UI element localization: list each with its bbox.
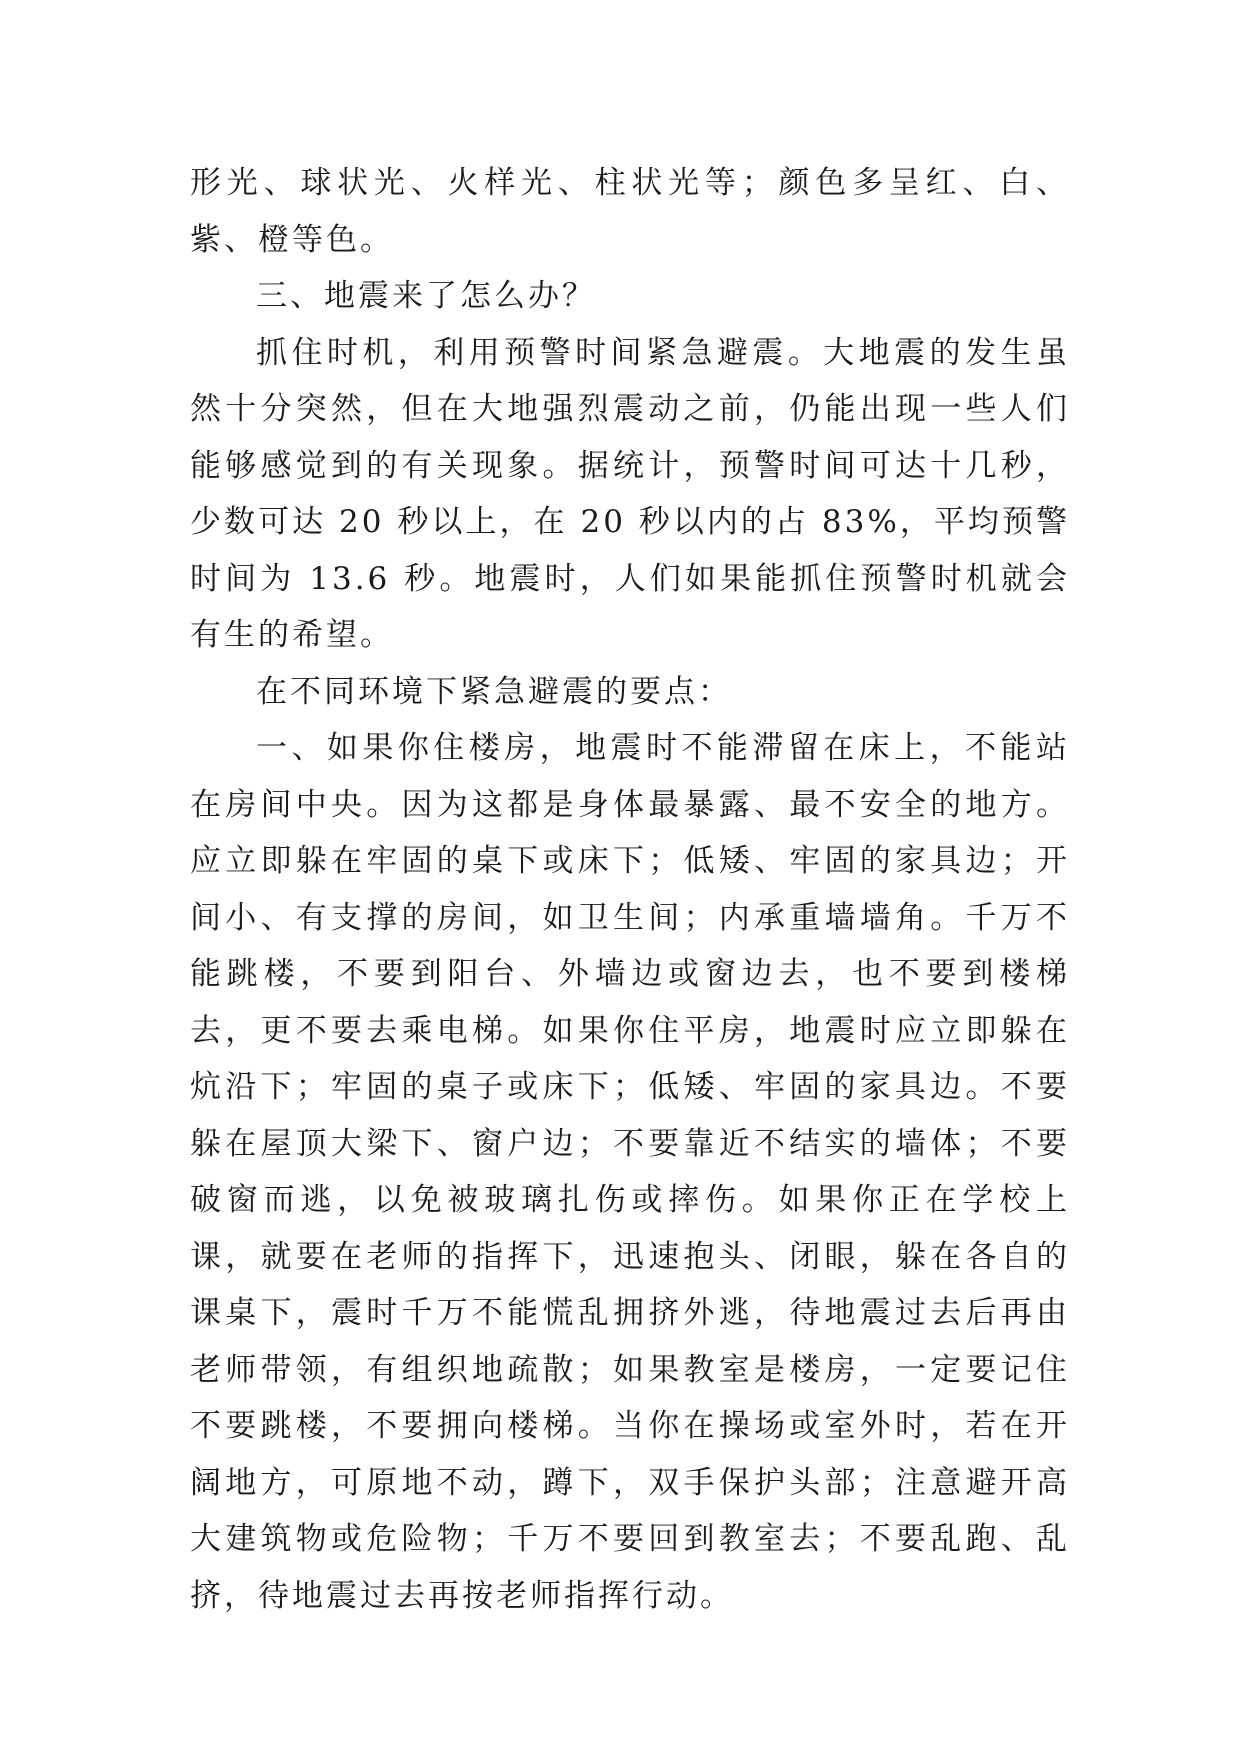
paragraph-light-colors: 形光、球状光、火样光、柱状光等；颜色多呈红、白、紫、橙等色。 bbox=[190, 165, 1070, 258]
paragraph-warning-time: 抓住时机，利用预警时间紧急避震。大地震的发生虽然十分突然，但在大地强烈震动之前，仍能出现一些人们能够感觉到的有关现象。据统计，预警时间可达十几秒，少数可达 20 秒以上，在 20 秒以内的占 83%，平均预警时间为 13.6 秒。地震时，人们如果能抓住预警时机就会有生的希望。 bbox=[190, 334, 1070, 653]
paragraph-indoor-shelter: 一、如果你住楼房，地震时不能滞留在床上，不能站在房间中央。因为这都是身体最暴露、最不安全的地方。应立即躲在牢固的桌下或床下；低矮、牢固的家具边；开间小、有支撑的房间，如卫生间；内承重墙墙角。千万不能跳楼，不要到阳台、外墙边或窗边去，也不要到楼梯去，更不要去乘电梯。如果你住平房，地震时应立即躲在炕沿下；牢固的桌子或床下；低矮、牢固的家具边。不要躲在屋顶大梁下、窗户边；不要靠近不结实的墙体；不要破窗而逃，以免被玻璃扎伤或摔伤。如果你正在学校上课，就要在老师的指挥下，迅速抱头、闭眼，躲在各自的课桌下，震时千万不能慌乱拥挤外逃，待地震过去后再由老师带领，有组织地疏散；如果教室是楼房，一定要记住不要跳楼，不要拥向楼梯。当你在操场或室外时，若在开阔地方，可原地不动，蹲下，双手保护头部；注意避开高大建筑物或危险物；千万不要回到教室去；不要乱跑、乱挤，待地震过去再按老师指挥行动。 bbox=[190, 730, 1070, 1614]
section-heading-what-to-do: 三、地震来了怎么办？ bbox=[256, 278, 596, 314]
paragraph-key-points-intro: 在不同环境下紧急避震的要点： bbox=[256, 673, 732, 710]
document-body bbox=[190, 155, 1070, 1624]
